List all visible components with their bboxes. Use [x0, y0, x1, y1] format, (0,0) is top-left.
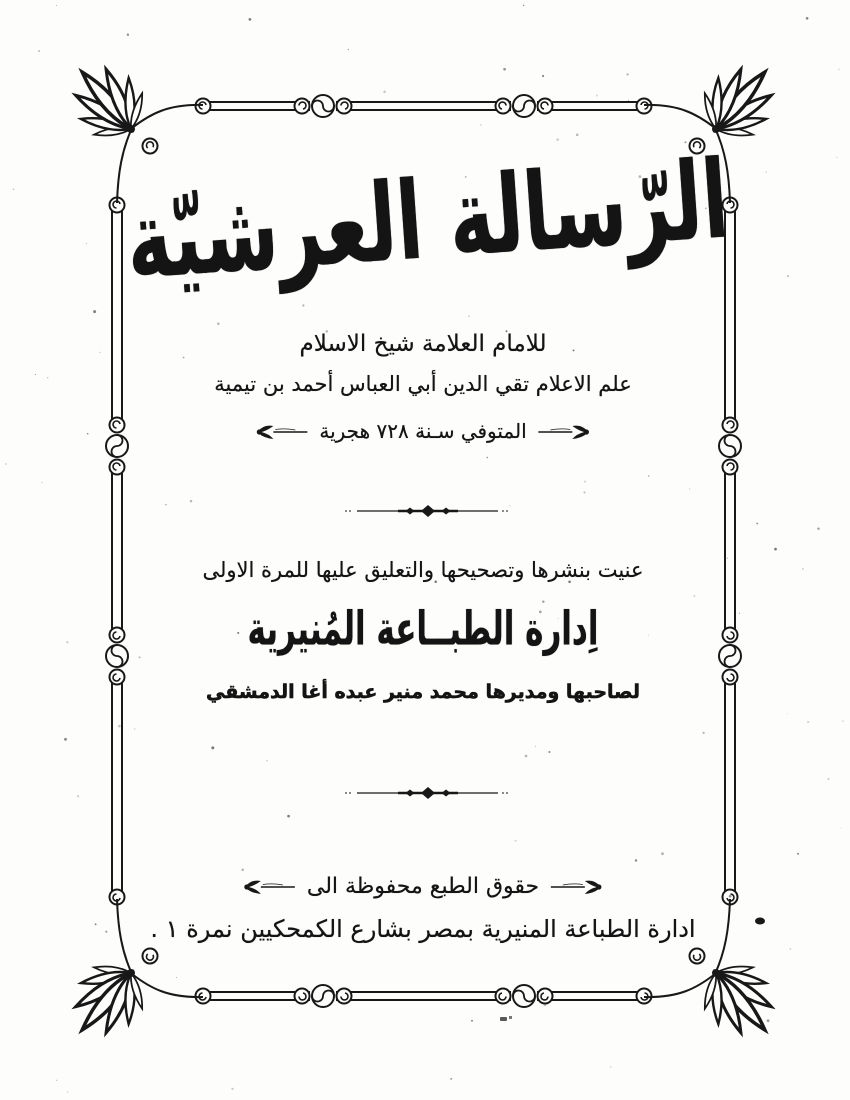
leaf-flourish-icon	[241, 876, 297, 898]
leaf-flourish-icon	[537, 421, 593, 443]
author-line: علم الاعلام تقي الدين أبي العباس أحمد بن تيمية	[214, 372, 632, 396]
frame-quadrant-top-left	[72, 68, 424, 552]
leaf-flourish-icon	[253, 421, 309, 443]
book-title	[122, 135, 733, 304]
death-notice-text: المتوفي سـنة ٧٢٨ هجرية	[319, 419, 527, 443]
death-notice-line	[253, 420, 592, 443]
director-line: لصاحبها ومديرها محمد منير عبده أغا الدمشقي	[205, 681, 641, 703]
book-title-calligraphy: الرّسالة العرشيّة	[122, 135, 733, 304]
publisher-name	[247, 602, 599, 657]
section-divider-icon	[345, 787, 510, 799]
rights-notice-line	[241, 874, 605, 899]
byline: للامام العلامة شيخ الاسلام	[299, 331, 547, 357]
publisher-calligraphy: اِدارة الطبــاعة المُنيرية	[247, 602, 599, 657]
section-divider-icon	[345, 505, 510, 517]
ink-blot	[755, 918, 765, 925]
rights-notice-text: حقوق الطبع محفوظة الى	[306, 874, 540, 899]
publisher-address: ادارة الطباعة المنيرية بمصر بشارع الكمحكيين نمرة ١ .	[150, 915, 696, 943]
edition-note: عنيت بنشرها وتصحيحها والتعليق عليها للمرة الاولى	[202, 558, 644, 582]
scan-smudge	[500, 1016, 512, 1021]
leaf-flourish-icon	[549, 876, 605, 898]
